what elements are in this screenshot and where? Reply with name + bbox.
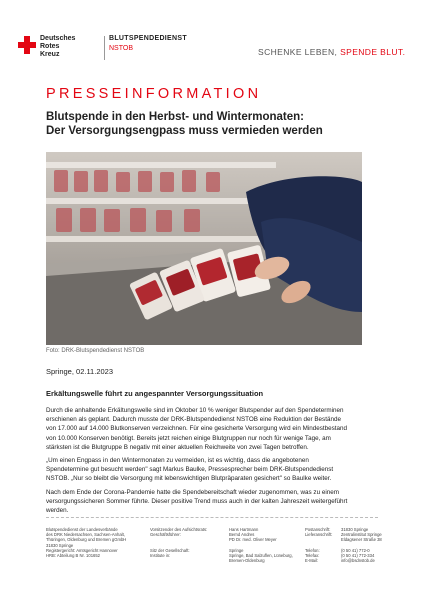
footer-line: Eldagsener Straße 38 [341,537,382,543]
footer-line: Springe [229,547,244,553]
headline-line: Blutspende in den Herbst- und Wintermonaten: [46,111,305,123]
paragraph-line: „Um einen Engpass in den Wintermonaten zu vermeiden, ist es wichtig, dass die angebotenen [46,457,309,464]
footer-line: 31830 Springe [341,527,369,532]
footer-line: Springe, Bad Salzuflen, Lüneburg, [229,553,293,559]
footer-line: Blutspendedienst der Landesverbände [46,527,118,532]
subheadline: Erkältungswelle führt zu angespannter Versorgungssituation [46,389,264,398]
footer-line: Telefax: [305,553,320,559]
footer-divider [46,517,378,518]
org-line: Deutsches [40,35,76,42]
paragraph-line: Spendetermine gut besucht werden" sagt Markus Baulke, Pressesprecher beim DRK-Blutspendedienst [46,466,334,474]
footer-legal-column [46,527,126,558]
footer-names-column [229,527,293,563]
red-cross-logo-icon [18,36,36,54]
footer-line: (0 50 41) 772-334 [341,553,375,559]
organization-name [40,35,75,59]
footer-line: PD Dr. med. Oliver Meyer [229,537,277,543]
paragraph-1 [46,406,378,452]
footer-line: Institute in: [150,553,171,559]
header-divider [104,36,105,60]
footer-line: Hans Hartmann [229,527,259,532]
footer-line: (0 50 41) 772-0 [341,547,370,553]
footer-line: info@bsdnstob.de [341,558,375,564]
footer-line: Telefon: [305,547,320,553]
footer-contact-labels-column [305,527,332,563]
paragraph-line: NSTOB. „Nur so bleibt die Versorgung mit lebenswichtigen Blutpräparaten gesichert" so Baulke weiter. [46,475,332,483]
footer-line: Bremen-Oldenburg [229,558,265,564]
footer-line: Zentralinstitut Springe [341,532,382,538]
footer-line: Vorsitzender des Aufsichtsrats: [150,527,208,532]
paragraph-3 [46,488,378,516]
headline [46,110,323,138]
service-subname: NSTOB [109,45,133,52]
paragraph-2 [46,456,378,484]
footer-line: Thüringen, Oldenburg und Bremen gGmbH [46,537,127,543]
paragraph-line: von 10.000 Konserven benötigt. Bereits jetzt reichen einige Blutgruppen nur noch für wenige Tage, am [46,434,331,442]
org-line: Kreuz [40,51,60,58]
slogan [258,47,405,57]
slogan-main: SCHENKE LEBEN, [258,47,338,57]
footer-line: 31830 Springe [46,542,74,548]
date-line: Springe, 02.11.2023 [46,367,113,376]
footer-line: Lieferanschrift: [305,532,333,538]
footer-line: E-Mail: [305,558,319,564]
slogan-red: SPENDE BLUT. [340,47,406,57]
footer-line: Geschäftsführer: [150,532,181,538]
photo-caption: Foto: DRK-Blutspendedienst NSTOB [46,348,145,354]
footer-line: Bernd Andres [229,532,255,538]
paragraph-line: von 17.000 auf 14.000 Blutkonserven verzeichnen. Für eine gesicherte Versorgung wird ein Mindestbestand [46,425,348,433]
blood-bags-photo [46,152,362,345]
footer-line: des DRK Niedersachsen, Sachsen-Anhalt, [46,532,125,538]
org-line: Rotes [40,43,60,50]
paragraph-line: werden. [46,507,69,515]
footer-line: Postanschrift: [305,527,331,532]
paragraph-line: Nach dem Ende der Corona-Pandemie hatte die Spendebereitschaft wieder zugenommen, was zu einem [46,489,339,496]
footer-line: Registergericht: Amtsgericht Hannover [46,547,118,553]
paragraph-line: Durch die anhaltende Erkältungswelle sind im Oktober 10 % weniger Blutspender auf den Spendeterminen [46,407,344,414]
document-type-label: PRESSEINFORMATION [46,86,262,102]
footer-contact-values-column [341,527,382,563]
footer-line: HRB: Abteilung B Nr. 101652 [46,553,101,559]
paragraph-line: versorgungssicheren Sommer führte. Dieser positive Trend muss auch in der kalten Jahreszeit weitergeführt [46,498,348,506]
footer-line: Sitz der Gesellschaft: [150,547,190,553]
paragraph-line: erschienen als geplant. Dadurch musste der DRK-Blutspendedienst NSTOB eine Reduktion der Bestände [46,416,341,424]
headline-line: Der Versorgungsengpass muss vermieden werden [46,125,323,137]
service-name: BLUTSPENDEDIENST [109,35,187,42]
paragraph-line: stärksten ist die Blutgruppe B negativ mit einer aktuellen Reichweite von zwei Tagen betroffen. [46,443,309,451]
footer-roles-column [150,527,207,558]
